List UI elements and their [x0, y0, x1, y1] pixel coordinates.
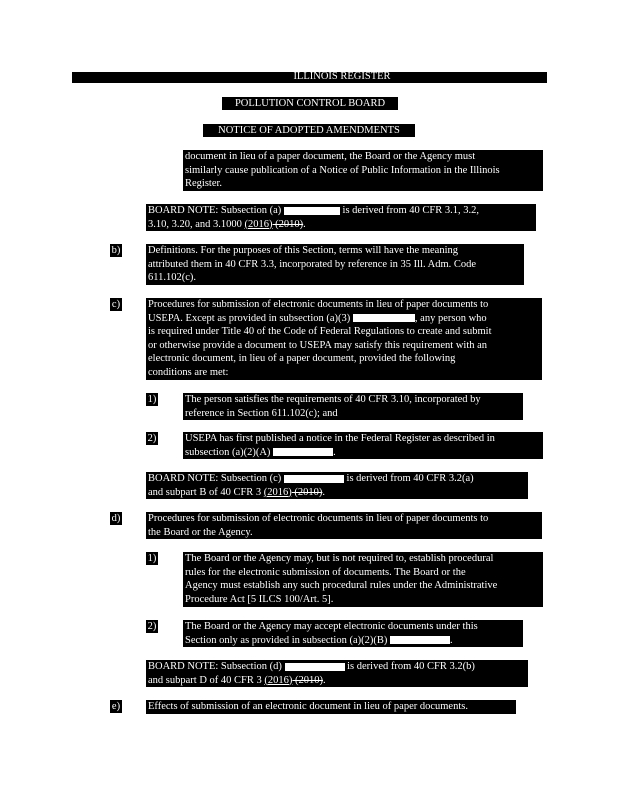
item-d1-label: 1) [147, 553, 157, 564]
redaction [284, 475, 344, 483]
item-d2-text: The Board or the Agency may accept electronic documents under this Section only as provided in subsection (a)(2)(B) . [183, 620, 523, 647]
section-d-text: Procedures for submission of electronic documents in lieu of paper documents to the Board or the Agency. [146, 512, 542, 539]
section-b-text: Definitions. For the purposes of this Section, terms will have the meaning attributed them in 40 CFR 3.3, incorporated by reference in 35 Ill. Adm. Code 611.102(c). [146, 244, 524, 285]
section-e-label: e) [111, 701, 121, 712]
board-title: POLLUTION CONTROL BOARD [222, 97, 398, 110]
item-c1-label: 1) [147, 394, 157, 405]
board-note-d: BOARD NOTE: Subsection (d) is derived from 40 CFR 3.2(b) and subpart D of 40 CFR 3 (2016) (2010). [146, 660, 528, 687]
top-paragraph: document in lieu of a paper document, the Board or the Agency must similarly cause publication of a Notice of Public Information in the Illinois Register. [183, 150, 543, 191]
register-title: ILLINOIS REGISTER [293, 71, 391, 82]
section-c-label: c) [111, 299, 121, 310]
redaction [285, 663, 345, 671]
section-b-label: b) [111, 245, 121, 256]
section-c-text: Procedures for submission of electronic documents in lieu of paper documents to USEPA. Except as provided in subsection (a)(3) , any person who is required under Title 40 of the Code of Federal Regulations to create and submit or otherwise provide a document to USEPA may satisfy this requirement with an electronic document, in lieu of a paper document, provided the following conditions are met: [146, 298, 542, 380]
redaction [353, 314, 415, 322]
notice-title: NOTICE OF ADOPTED AMENDMENTS [203, 124, 415, 137]
item-c2-label: 2) [147, 433, 157, 444]
redaction [284, 207, 340, 215]
item-c1-text: The person satisfies the requirements of 40 CFR 3.10, incorporated by reference in Section 611.102(c); and [183, 393, 523, 420]
section-e-text: Effects of submission of an electronic document in lieu of paper documents. [146, 700, 516, 714]
redaction [273, 448, 333, 456]
board-note-a: BOARD NOTE: Subsection (a) is derived from 40 CFR 3.1, 3.2, 3.10, 3.20, and 3.1000 (2016) (2010). [146, 204, 536, 231]
board-note-c: BOARD NOTE: Subsection (c) is derived from 40 CFR 3.2(a) and subpart B of 40 CFR 3 (2016) (2010). [146, 472, 528, 499]
item-d1-text: The Board or the Agency may, but is not required to, establish procedural rules for the electronic submission of documents. The Board or the Agency must establish any such procedural rules under the Administrative Procedure Act [5 ILCS 100/Art. 5]. [183, 552, 543, 607]
item-c2-text: USEPA has first published a notice in the Federal Register as described in subsection (a)(2)(A) . [183, 432, 543, 459]
item-d2-label: 2) [147, 621, 157, 632]
section-d-label: d) [111, 513, 121, 524]
redaction [390, 636, 450, 644]
